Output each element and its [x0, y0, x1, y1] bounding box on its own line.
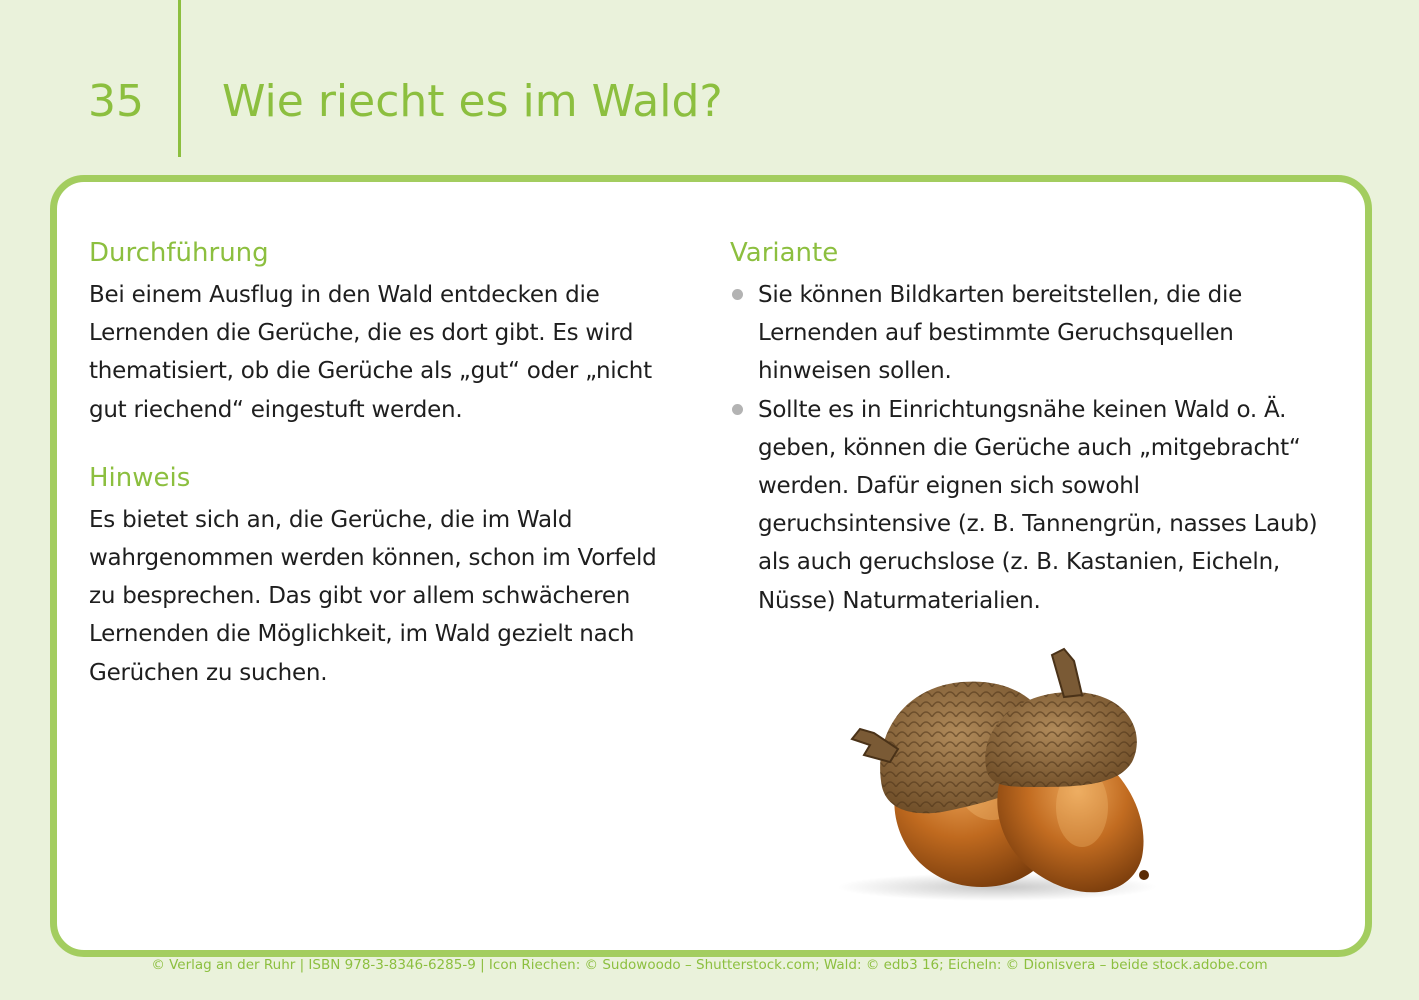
content-card	[50, 175, 1372, 957]
variante-section	[730, 234, 1330, 620]
hinweis-section	[89, 459, 679, 692]
bullet-dot-icon	[732, 289, 743, 300]
right-column	[730, 234, 1330, 620]
variante-list-item	[730, 276, 1330, 391]
hinweis-text: Es bietet sich an, die Gerüche, die im Wald wahrgenommen werden können, schon im Vorfeld zu besprechen. Das gibt vor allem schwächeren Lernenden die Möglichkeit, im Wald gezielt nach Gerüchen zu suchen.	[89, 506, 657, 686]
variante-list-item	[730, 391, 1330, 620]
durchfuehrung-text: Bei einem Ausflug in den Wald entdecken die Lernenden die Gerüche, die es dort gibt. Es wird thematisiert, ob die Gerüche als „gut“ oder „nicht gut riechend“ eingestuft werden.	[89, 282, 652, 423]
durchfuehrung-heading: Durchführung	[89, 238, 269, 268]
section-spacer	[89, 429, 679, 459]
page-title: Wie riecht es im Wald?	[222, 76, 723, 127]
variante-heading: Variante	[730, 238, 839, 268]
durchfuehrung-section	[89, 234, 679, 429]
header-divider	[178, 0, 181, 157]
footer-credits: © Verlag an der Ruhr | ISBN 978-3-8346-6285-9 | Icon Riechen: © Sudowoodo – Shutterstock.com; Wald: © edb3 16; Eicheln: © Dionisvera – beide stock.adobe.com	[151, 957, 1268, 973]
acorns-image	[812, 637, 1182, 902]
hinweis-heading: Hinweis	[89, 462, 191, 493]
bullet-dot-icon	[732, 404, 743, 415]
page-number: 35	[88, 76, 144, 127]
variante-item-text: Sie können Bildkarten bereitstellen, die die Lernenden auf bestimmte Geruchsquellen hinweisen sollen.	[758, 282, 1243, 385]
variante-item-text: Sollte es in Einrichtungsnähe keinen Wald o. Ä. geben, können die Gerüche auch „mitgebracht“ werden. Dafür eignen sich sowohl geruchsintensive (z. B. Tannengrün, nasses Laub) als auch geruchslose (z. B. Kastanien, Eicheln, Nüsse) Naturmaterialien.	[758, 396, 1318, 614]
variante-list	[730, 276, 1330, 620]
left-column	[89, 234, 679, 692]
